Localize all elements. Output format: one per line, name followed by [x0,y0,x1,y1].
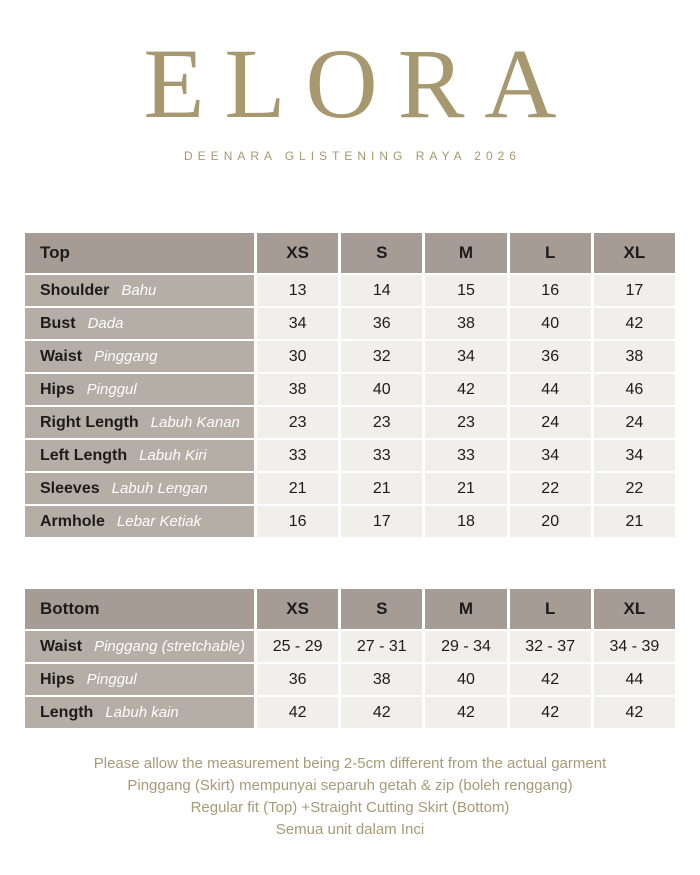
footer-note-line: Regular fit (Top) +Straight Cutting Skirt (Bottom) [190,799,510,816]
size-value-cell: 34 - 39 [594,631,675,662]
size-value-cell: 32 - 37 [510,631,591,662]
size-value-cell: 42 [510,664,591,695]
measurement-label-en: Hips [40,670,75,688]
size-value-cell: 30 [257,341,338,372]
size-value-cell: 44 [594,664,675,695]
measurement-label-malay: Labuh Lengan [111,480,208,497]
bottom-size-table [25,589,675,728]
measurement-label-en: Bust [40,314,76,332]
size-value-cell: 21 [425,473,506,504]
size-column-header: XS [257,589,338,629]
table-title: Top [25,233,254,273]
size-value-cell: 42 [341,697,422,728]
size-value-cell: 34 [257,308,338,339]
measurement-label-en: Right Length [40,413,139,431]
size-value-cell: 38 [594,341,675,372]
size-value-cell: 29 - 34 [425,631,506,662]
measurement-label-en: Waist [40,637,83,655]
size-value-cell: 25 - 29 [257,631,338,662]
size-value-cell: 36 [341,308,422,339]
size-value-cell: 24 [594,407,675,438]
size-value-cell: 42 [425,697,506,728]
footer-note-line: Semua unit dalam Inci [275,821,425,838]
size-value-cell: 42 [594,697,675,728]
brand-subtitle: DEENARA GLISTENING RAYA 2026 [184,149,521,163]
size-column-header: L [510,233,591,273]
size-value-cell: 44 [510,374,591,405]
measurement-label [25,664,254,695]
table-title: Bottom [25,589,254,629]
size-value-cell: 23 [257,407,338,438]
size-value-cell: 17 [594,275,675,306]
size-column-header: S [341,589,422,629]
brand-logo: ELORA [143,28,577,139]
measurement-label-malay: Bahu [121,282,157,299]
measurement-label-en: Sleeves [40,479,100,497]
size-value-cell: 16 [510,275,591,306]
size-value-cell: 18 [425,506,506,537]
size-column-header: M [425,589,506,629]
measurement-label [25,374,254,405]
footer-notes [0,753,700,841]
measurement-label [25,506,254,537]
size-value-cell: 42 [594,308,675,339]
size-value-cell: 24 [510,407,591,438]
size-value-cell: 42 [257,697,338,728]
size-value-cell: 40 [341,374,422,405]
measurement-label-malay: Pinggang [94,348,158,365]
measurement-label-malay: Pinggul [86,381,137,398]
measurement-label-malay: Pinggul [86,671,137,688]
size-value-cell: 22 [594,473,675,504]
measurement-label [25,308,254,339]
size-value-cell: 13 [257,275,338,306]
measurement-label-en: Shoulder [40,281,110,299]
size-value-cell: 46 [594,374,675,405]
size-value-cell: 15 [425,275,506,306]
measurement-label-en: Waist [40,347,83,365]
size-column-header: XL [594,233,675,273]
measurement-label-malay: Pinggang (stretchable) [94,638,246,655]
measurement-label [25,440,254,471]
measurement-label-malay: Lebar Ketiak [116,513,202,530]
size-value-cell: 23 [341,407,422,438]
size-value-cell: 34 [594,440,675,471]
measurement-label-malay: Dada [87,315,124,332]
size-column-header: M [425,233,506,273]
size-value-cell: 42 [510,697,591,728]
size-column-header: L [510,589,591,629]
size-value-cell: 38 [257,374,338,405]
size-value-cell: 32 [341,341,422,372]
size-value-cell: 40 [425,664,506,695]
size-column-header: S [341,233,422,273]
size-value-cell: 23 [425,407,506,438]
measurement-label-malay: Labuh Kiri [139,447,207,464]
size-value-cell: 14 [341,275,422,306]
size-value-cell: 27 - 31 [341,631,422,662]
size-value-cell: 21 [341,473,422,504]
measurement-label [25,275,254,306]
size-value-cell: 21 [594,506,675,537]
size-column-header: XL [594,589,675,629]
measurement-label-malay: Labuh kain [105,704,179,721]
size-column-header: XS [257,233,338,273]
size-value-cell: 36 [510,341,591,372]
measurement-label-malay: Labuh Kanan [150,414,240,431]
size-value-cell: 34 [510,440,591,471]
measurement-label [25,407,254,438]
measurement-label [25,697,254,728]
measurement-label-en: Left Length [40,446,128,464]
footer-note-line: Please allow the measurement being 2-5cm different from the actual garment [93,755,607,772]
measurement-label [25,473,254,504]
size-value-cell: 22 [510,473,591,504]
measurement-label-en: Armhole [40,512,105,530]
size-value-cell: 21 [257,473,338,504]
brand-header [0,0,700,163]
top-size-table [25,233,675,537]
measurement-label-en: Length [40,703,94,721]
measurement-label-en: Hips [40,380,75,398]
size-value-cell: 36 [257,664,338,695]
size-value-cell: 38 [425,308,506,339]
size-value-cell: 17 [341,506,422,537]
size-value-cell: 33 [341,440,422,471]
size-value-cell: 20 [510,506,591,537]
size-value-cell: 33 [257,440,338,471]
size-value-cell: 42 [425,374,506,405]
size-value-cell: 16 [257,506,338,537]
measurement-label [25,341,254,372]
size-value-cell: 33 [425,440,506,471]
footer-note-line: Pinggang (Skirt) mempunyai separuh getah & zip (boleh renggang) [127,777,573,794]
size-value-cell: 34 [425,341,506,372]
size-value-cell: 40 [510,308,591,339]
size-value-cell: 38 [341,664,422,695]
measurement-label [25,631,254,662]
